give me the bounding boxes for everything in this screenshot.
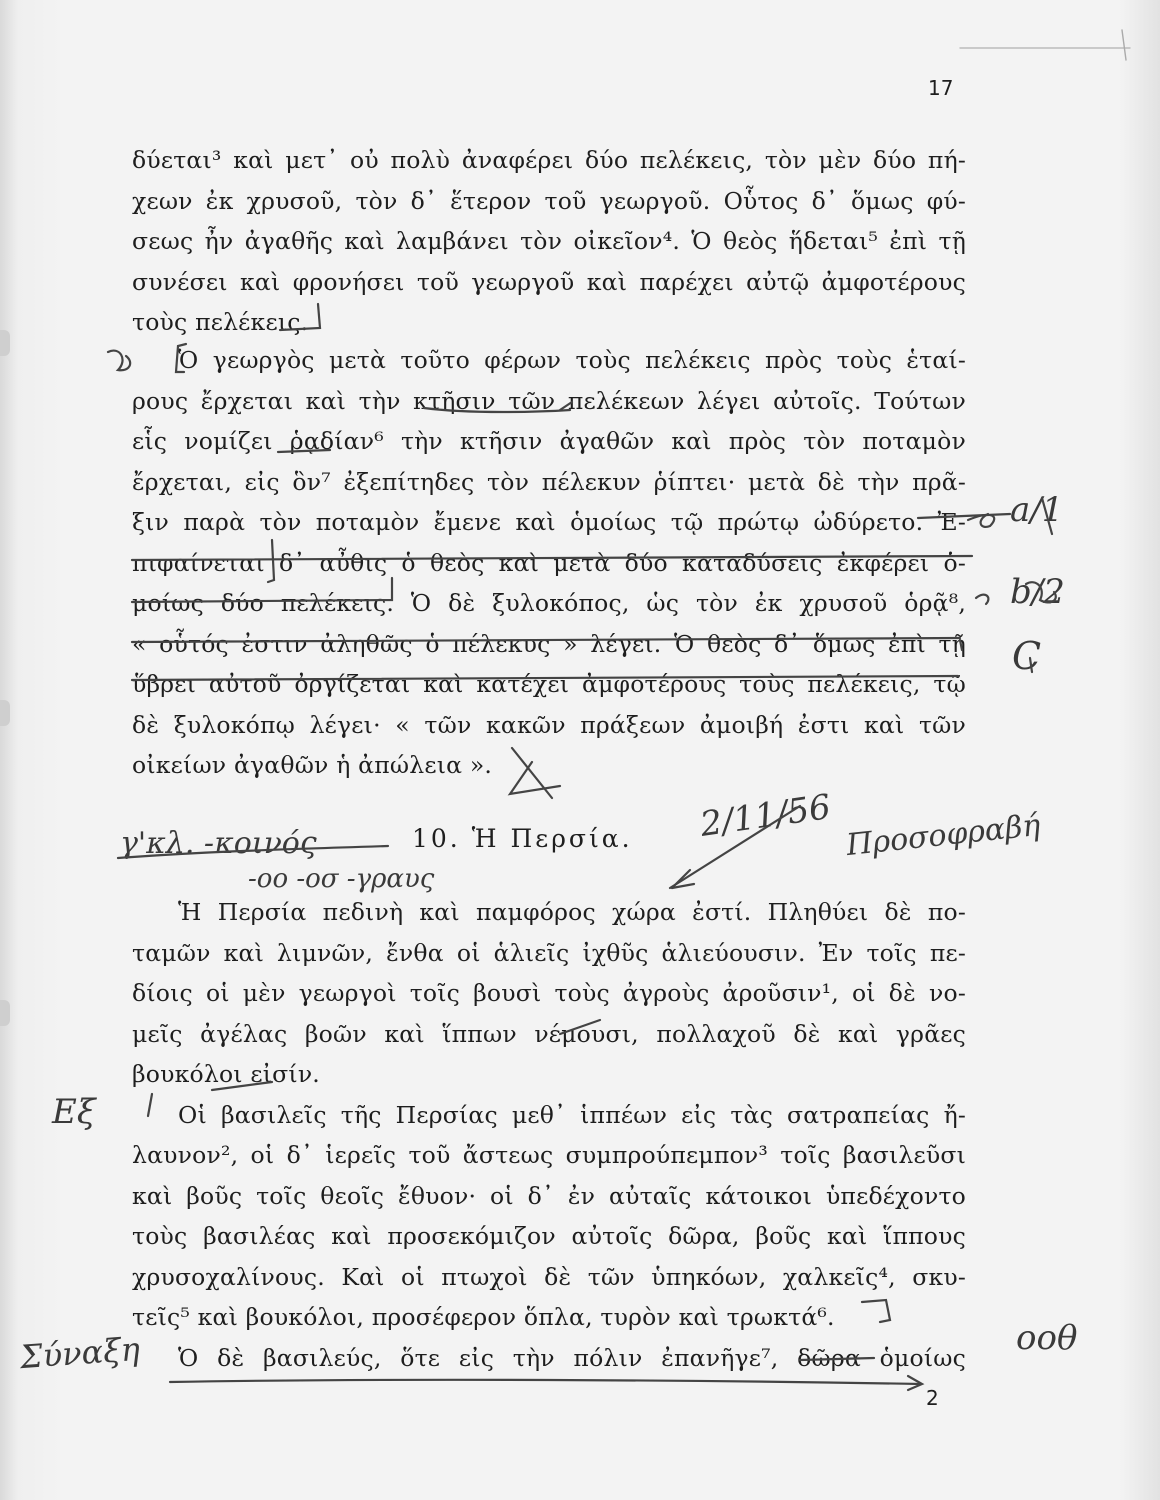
handwritten-date: 2/11/56 [697, 787, 834, 845]
text-line: ταμῶν καὶ λιμνῶν, ἔνθα οἱ ἁλιεῖς ἰχθῦς ἁλιεύουσιν. Ἐν τοῖς πε- [132, 938, 966, 967]
text-line: τοὺς βασιλέας καὶ προσεκόμιζον αὐτοῖς δῶρα, βοῦς καὶ ἵππους [132, 1222, 966, 1250]
text-line: συνέσει καὶ φρονήσει τοῦ γεωργοῦ καὶ παρέχει αὐτῷ ἀμφοτέρους [132, 267, 966, 296]
binding-hole [0, 330, 10, 356]
text-line: εἷς νομίζει ῥᾳδίαν⁶ τὴν κτῆσιν ἀγαθῶν καὶ πρὸς τὸν ποταμὸν [132, 427, 966, 455]
text-line: μοίως δύο πελέκεις. Ὁ δὲ ξυλοκόπος, ὡς τὸν ἐκ χρυσοῦ ὁρᾷ⁸, [132, 589, 966, 617]
text-line: τεῖς⁵ καὶ βουκόλοι, προσέφερον ὅπλα, τυρὸν καὶ τρωκτά⁶. [132, 1303, 835, 1331]
text-line: ρους ἔρχεται καὶ τὴν κτῆσιν τῶν πελέκεων λέγει αὐτοῖς. Τούτων [132, 386, 966, 415]
text-line: μεῖς ἀγέλας βοῶν καὶ ἵππων νέμουσι, πολλαχοῦ δὲ καὶ γρᾶες [132, 1019, 966, 1048]
text-line: λαυνον², οἱ δ᾽ ἱερεῖς τοῦ ἄστεως συμπρούπεμπον³ τοῖς βασιλεῦσι [132, 1141, 966, 1169]
section-heading: 10. Ἡ Περσία. [412, 824, 633, 853]
handwritten-note: γ'κλ. -κοινός [120, 826, 317, 861]
text-line: καὶ βοῦς τοῖς θεοῖς ἔθυον· οἱ δ᾽ ἐν αὐταῖς κάτοικοι ὑπεδέχοντο [132, 1181, 966, 1210]
handwritten-note: Σύναξη [18, 1329, 142, 1377]
text-line: οἰκείων ἀγαθῶν ἡ ἀπώλεια ». [132, 751, 493, 779]
handwritten-note: b/2 [1010, 572, 1065, 612]
text-line: σεως ἦν ἀγαθῆς καὶ λαμβάνει τὸν οἰκεῖον⁴. Ὁ θεὸς ἥδεται⁵ ἐπὶ τῇ [132, 227, 966, 255]
text-line: δύεται³ καὶ μετ᾽ οὐ πολὺ ἀναφέρει δύο πελέκεις, τὸν μὲν δύο πή- [132, 146, 966, 174]
paragraph-persia [132, 892, 966, 1378]
binding-hole [0, 1000, 10, 1026]
binding-hole [0, 700, 10, 726]
text-line: πιφαίνεται δ᾽ αὖθις ὁ θεὸς καὶ μετὰ δύο καταδύσεις ἐκφέρει ὁ- [132, 548, 966, 577]
text-line: Ὁ γεωργὸς μετὰ τοῦτο φέρων τοὺς πελέκεις πρὸς τοὺς ἑταί- [178, 346, 966, 374]
handwritten-note: a/1 [1010, 490, 1064, 530]
paragraph-continuation [132, 140, 966, 343]
page-number: 17 [928, 76, 954, 100]
handwritten-note: C [1012, 634, 1042, 678]
text-line: Ἡ Περσία πεδινὴ καὶ παμφόρος χώρα ἐστί. Πληθύει δὲ πο- [178, 898, 966, 926]
text-line: ἔρχεται, εἰς ὃν⁷ ἐξεπίτηδες τὸν πέλεκυν ῥίπτει· μετὰ δὲ τὴν πρᾶ- [132, 467, 966, 496]
text-line: βουκόλοι εἰσίν. [132, 1060, 320, 1088]
text-line: χεων ἐκ χρυσοῦ, τὸν δ᾽ ἕτερον τοῦ γεωργοῦ. Οὗτος δ᾽ ὅμως φύ- [132, 186, 966, 215]
text-line: δὲ ξυλοκόπῳ λέγει· « τῶν κακῶν πράξεων ἀμοιβή ἐστι καὶ τῶν [132, 710, 966, 739]
handwritten-note: Εξ [52, 1092, 96, 1132]
text-line: ὕβρει αὐτοῦ ὀργίζεται καὶ κατέχει ἀμφοτέρους τοὺς πελέκεις, τῷ [132, 670, 966, 698]
text-line: ξιν παρὰ τὸν ποταμὸν ἔμενε καὶ ὁμοίως τῷ πρώτῳ ὠδύρετο. Ἐ- [132, 508, 966, 536]
handwritten-note: οοθ [1016, 1318, 1078, 1358]
signature-mark: 2 [926, 1386, 939, 1410]
text-line: Ὁ δὲ βασιλεύς, ὅτε εἰς τὴν πόλιν ἐπανῆγε⁷, δῶρα ὁμοίως [178, 1343, 966, 1372]
handwritten-note: Προσοφραβή [844, 807, 1042, 864]
text-line: δίοις οἱ μὲν γεωργοὶ τοῖς βουσὶ τοὺς ἀγροὺς ἀροῦσιν¹, οἱ δὲ νο- [132, 979, 966, 1007]
text-line: χρυσοχαλίνους. Καὶ οἱ πτωχοὶ δὲ τῶν ὑπηκόων, χαλκεῖς⁴, σκυ- [132, 1262, 966, 1291]
handwritten-note: -οο -οσ -γραυς [248, 864, 435, 894]
text-line: Οἱ βασιλεῖς τῆς Περσίας μεθ᾽ ἱππέων εἰς τὰς σατραπείας ἤ- [178, 1100, 966, 1129]
paragraph-woodcutter [132, 340, 966, 786]
text-line: τοὺς πελέκεις. [132, 308, 309, 336]
text-line: « οὗτός ἐστιν ἀληθῶς ὁ πέλεκυς » λέγει. Ὁ θεὸς δ᾽ ὅμως ἐπὶ τῇ [132, 629, 966, 658]
